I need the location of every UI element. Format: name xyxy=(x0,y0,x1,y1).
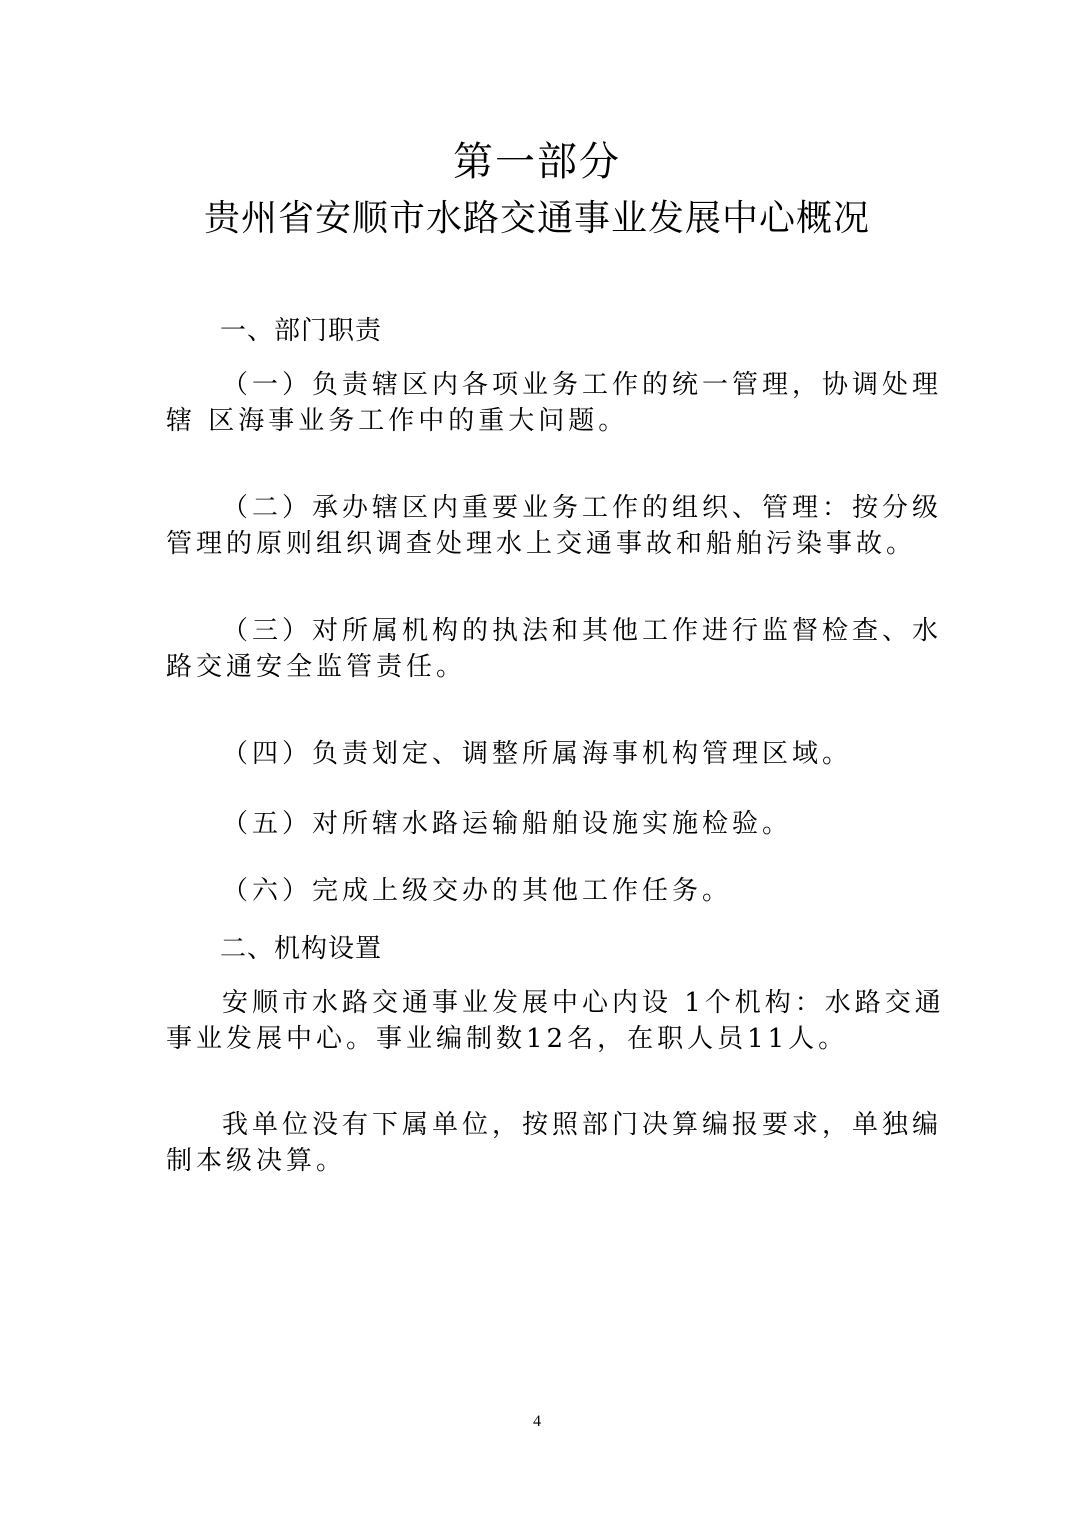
paragraph-line: （六）完成上级交办的其他工作任务。 xyxy=(222,876,733,906)
structure-paragraph-2 xyxy=(166,1107,943,1179)
paragraph-line: 辖 区海事业务工作中的重大问题。 xyxy=(166,406,629,436)
document-part-title: 第一部分 xyxy=(453,139,621,185)
paragraph-line: （四）负责划定、调整所属海事机构管理区域。 xyxy=(222,739,853,769)
document-org-title: 贵州省安顺市水路交通事业发展中心概况 xyxy=(203,198,870,239)
page-number: 4 xyxy=(533,1413,541,1430)
paragraph-line: 路交通安全监管责任。 xyxy=(166,652,467,682)
duty-item-2 xyxy=(166,490,943,562)
paragraph-line: （五）对所辖水路运输船舶设施实施检验。 xyxy=(222,809,793,839)
paragraph-line: 制本级决算。 xyxy=(166,1146,347,1176)
duty-item-3 xyxy=(166,613,943,685)
paragraph-line: 安顺市水路交通事业发展中心内设 1个机构：水路交通 xyxy=(222,988,945,1018)
duty-item-5 xyxy=(166,806,906,842)
paragraph-line: （三）对所属机构的执法和其他工作进行监督检查、水 xyxy=(222,616,943,646)
duty-item-4 xyxy=(166,736,906,772)
section-heading-structure: 二、机构设置 xyxy=(220,934,383,964)
structure-paragraph-1 xyxy=(166,985,945,1057)
section-heading-duties: 一、部门职责 xyxy=(220,316,383,346)
duty-item-6 xyxy=(166,873,906,909)
paragraph-line: 我单位没有下属单位，按照部门决算编报要求，单独编 xyxy=(222,1110,943,1140)
paragraph-line: （二）承办辖区内重要业务工作的组织、管理：按分级 xyxy=(222,493,943,523)
duty-item-1 xyxy=(166,367,943,439)
paragraph-line: （一）负责辖区内各项业务工作的统一管理，协调处理 xyxy=(222,370,943,400)
paragraph-line: 管理的原则组织调查处理水上交通事故和船舶污染事故。 xyxy=(166,529,917,559)
paragraph-line: 事业发展中心。事业编制数12名，在职人员11人。 xyxy=(166,1024,849,1054)
